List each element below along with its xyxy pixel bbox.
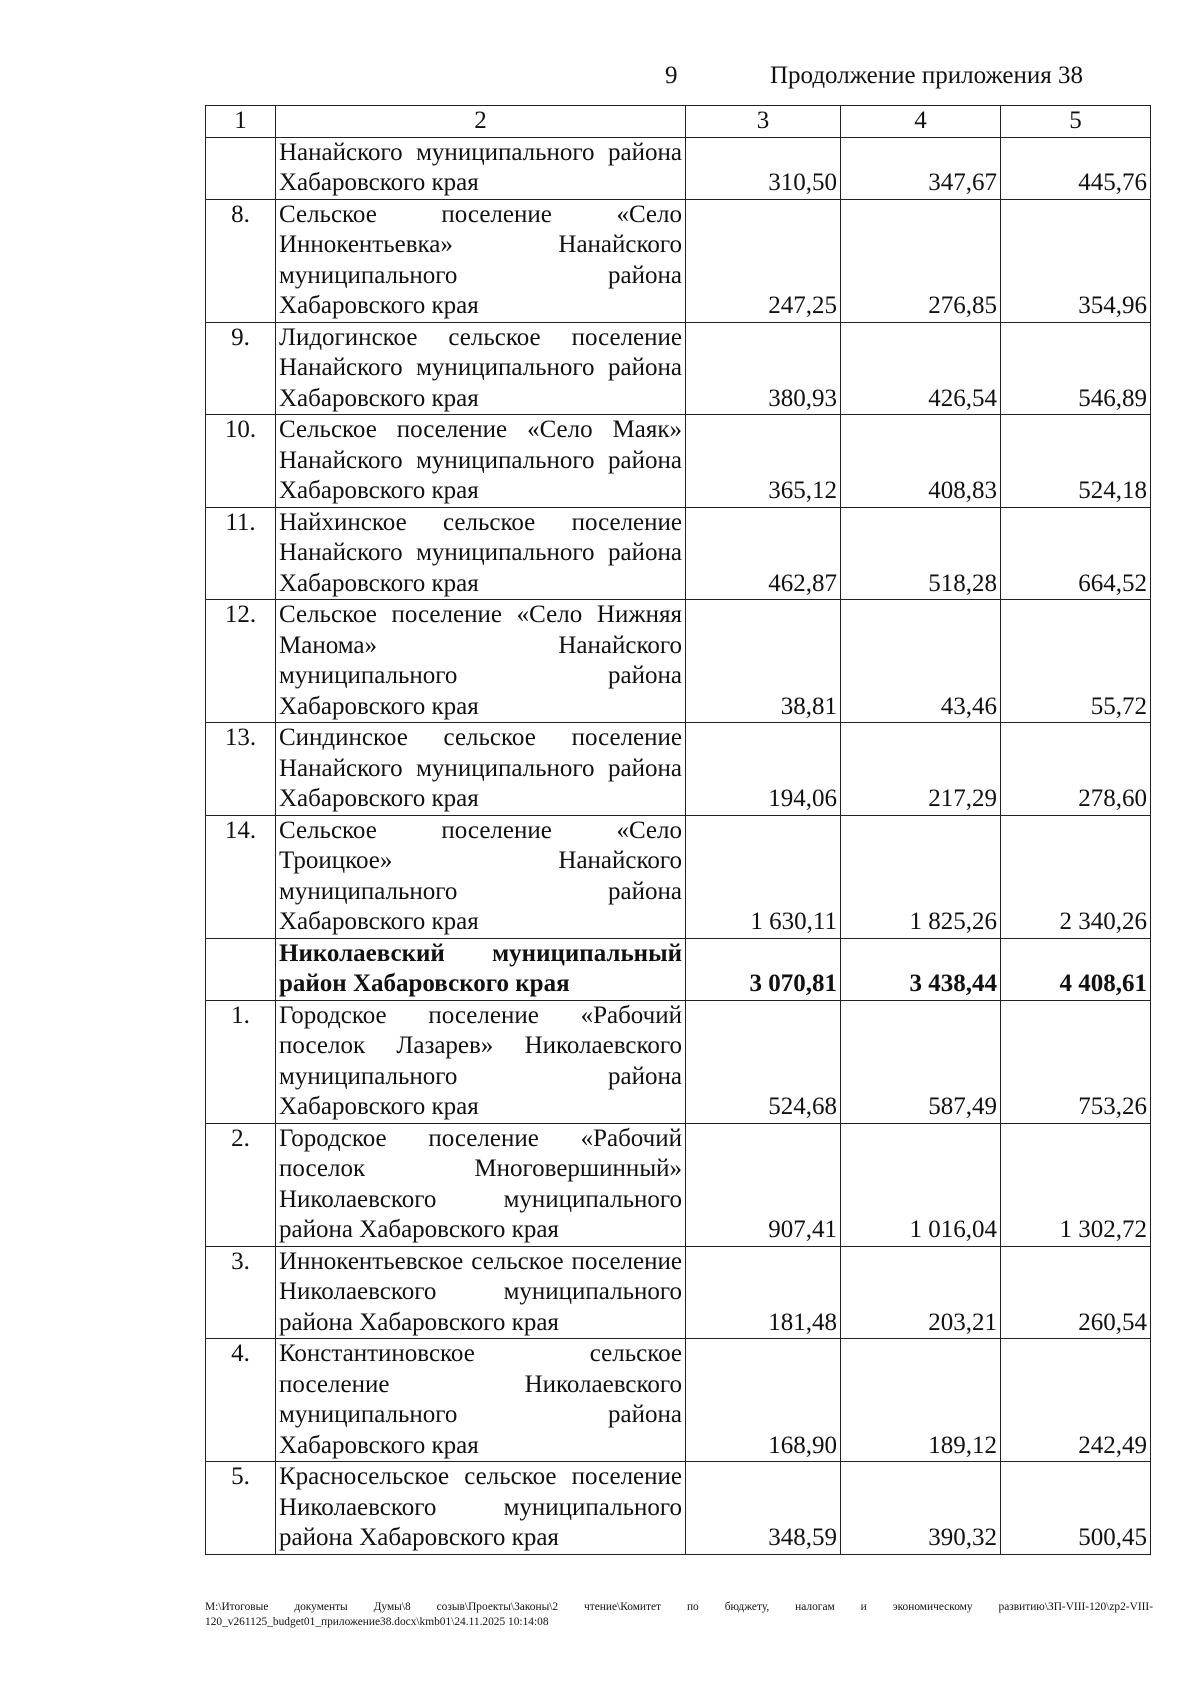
column-header-2: 2 bbox=[276, 106, 686, 138]
row-value-col5: 500,45 bbox=[1001, 1462, 1151, 1555]
row-value-col4: 390,32 bbox=[841, 1462, 1001, 1555]
table-row bbox=[206, 723, 1151, 816]
row-value-col4: 347,67 bbox=[841, 137, 1001, 199]
table-row bbox=[206, 1000, 1151, 1123]
column-header-3: 3 bbox=[686, 106, 841, 138]
row-value-col3: 365,12 bbox=[686, 415, 841, 508]
row-value-col4: 1 825,26 bbox=[841, 815, 1001, 938]
row-value-col4: 43,46 bbox=[841, 600, 1001, 723]
row-value-col3: 194,06 bbox=[686, 723, 841, 816]
row-number: 8. bbox=[206, 199, 276, 322]
table-row bbox=[206, 507, 1151, 600]
row-name: Городское поселение «Рабочий поселок Многовершинный» Николаевского муниципального района Хабаровского края bbox=[276, 1123, 686, 1246]
table-row bbox=[206, 938, 1151, 1000]
row-value-col4: 518,28 bbox=[841, 507, 1001, 600]
row-number: 10. bbox=[206, 415, 276, 508]
row-value-col3: 380,93 bbox=[686, 322, 841, 415]
table-row bbox=[206, 199, 1151, 322]
row-value-col5: 445,76 bbox=[1001, 137, 1151, 199]
row-value-col3: 310,50 bbox=[686, 137, 841, 199]
row-name: Красносельское сельское поселение Николаевского муниципального района Хабаровского края bbox=[276, 1462, 686, 1555]
row-name: Иннокентьевское сельское поселение Николаевского муниципального района Хабаровского края bbox=[276, 1246, 686, 1339]
table-row bbox=[206, 1123, 1151, 1246]
row-number: 4. bbox=[206, 1339, 276, 1462]
table-row bbox=[206, 815, 1151, 938]
row-number: 5. bbox=[206, 1462, 276, 1555]
row-value-col5: 354,96 bbox=[1001, 199, 1151, 322]
table-row bbox=[206, 1339, 1151, 1462]
row-value-col5: 546,89 bbox=[1001, 322, 1151, 415]
row-value-col3: 247,25 bbox=[686, 199, 841, 322]
row-number: 9. bbox=[206, 322, 276, 415]
row-value-col5: 664,52 bbox=[1001, 507, 1151, 600]
row-value-col3: 462,87 bbox=[686, 507, 841, 600]
row-number: 12. bbox=[206, 600, 276, 723]
row-value-col4: 426,54 bbox=[841, 322, 1001, 415]
table-header-row bbox=[206, 106, 1151, 138]
row-value-col4: 1 016,04 bbox=[841, 1123, 1001, 1246]
row-number: 13. bbox=[206, 723, 276, 816]
row-value-col5: 4 408,61 bbox=[1001, 938, 1151, 1000]
row-value-col5: 278,60 bbox=[1001, 723, 1151, 816]
table-row bbox=[206, 137, 1151, 199]
row-value-col5: 242,49 bbox=[1001, 1339, 1151, 1462]
appendix-table bbox=[205, 105, 1151, 1555]
column-header-1: 1 bbox=[206, 106, 276, 138]
row-value-col4: 203,21 bbox=[841, 1246, 1001, 1339]
row-value-col5: 753,26 bbox=[1001, 1000, 1151, 1123]
document-path-footer: M:\Итоговые документы Думы\8 созыв\Проекты\Законы\2 чтение\Комитет по бюджету, налогам и экономическому развитию\ЗП-VIII-120\zp2-VIII-120_v261125_budget01_приложение38.docx\kmb01\24.11.2025 10:14:08 bbox=[205, 1601, 1153, 1628]
row-name: Лидогинское сельское поселение Нанайского муниципального района Хабаровского края bbox=[276, 322, 686, 415]
continuation-label: Продолжение приложения 38 bbox=[770, 62, 1084, 89]
row-name: Синдинское сельское поселение Нанайского муниципального района Хабаровского края bbox=[276, 723, 686, 816]
row-name: Сельское поселение «Село Иннокентьевка» Нанайского муниципального района Хабаровского края bbox=[276, 199, 686, 322]
row-number: 14. bbox=[206, 815, 276, 938]
row-value-col4: 189,12 bbox=[841, 1339, 1001, 1462]
row-value-col4: 587,49 bbox=[841, 1000, 1001, 1123]
row-name: Сельское поселение «Село Нижняя Манома» Нанайского муниципального района Хабаровского края bbox=[276, 600, 686, 723]
row-value-col5: 1 302,72 bbox=[1001, 1123, 1151, 1246]
row-value-col5: 260,54 bbox=[1001, 1246, 1151, 1339]
row-value-col4: 408,83 bbox=[841, 415, 1001, 508]
row-value-col3: 1 630,11 bbox=[686, 815, 841, 938]
row-value-col3: 168,90 bbox=[686, 1339, 841, 1462]
row-name: Городское поселение «Рабочий поселок Лазарев» Николаевского муниципального района Хабаровского края bbox=[276, 1000, 686, 1123]
table-row bbox=[206, 322, 1151, 415]
row-value-col4: 217,29 bbox=[841, 723, 1001, 816]
row-name: Сельское поселение «Село Троицкое» Нанайского муниципального района Хабаровского края bbox=[276, 815, 686, 938]
row-value-col3: 3 070,81 bbox=[686, 938, 841, 1000]
table-row bbox=[206, 1246, 1151, 1339]
row-number bbox=[206, 137, 276, 199]
row-name: Сельское поселение «Село Маяк» Нанайского муниципального района Хабаровского края bbox=[276, 415, 686, 508]
table-row bbox=[206, 415, 1151, 508]
row-number: 1. bbox=[206, 1000, 276, 1123]
row-value-col3: 348,59 bbox=[686, 1462, 841, 1555]
row-value-col3: 524,68 bbox=[686, 1000, 841, 1123]
row-value-col3: 38,81 bbox=[686, 600, 841, 723]
row-number: 11. bbox=[206, 507, 276, 600]
row-value-col3: 907,41 bbox=[686, 1123, 841, 1246]
row-name: Найхинское сельское поселение Нанайского муниципального района Хабаровского края bbox=[276, 507, 686, 600]
table-row bbox=[206, 600, 1151, 723]
row-value-col3: 181,48 bbox=[686, 1246, 841, 1339]
row-value-col5: 2 340,26 bbox=[1001, 815, 1151, 938]
page-number: 9 bbox=[665, 62, 678, 89]
column-header-5: 5 bbox=[1001, 106, 1151, 138]
row-value-col4: 3 438,44 bbox=[841, 938, 1001, 1000]
table-row bbox=[206, 1462, 1151, 1555]
row-number bbox=[206, 938, 276, 1000]
row-name: Николаевский муниципальный район Хабаровского края bbox=[276, 938, 686, 1000]
column-header-4: 4 bbox=[841, 106, 1001, 138]
row-name: Константиновское сельское поселение Николаевского муниципального района Хабаровского края bbox=[276, 1339, 686, 1462]
row-number: 2. bbox=[206, 1123, 276, 1246]
row-value-col5: 55,72 bbox=[1001, 600, 1151, 723]
row-name: Нанайского муниципального района Хабаровского края bbox=[276, 137, 686, 199]
row-value-col4: 276,85 bbox=[841, 199, 1001, 322]
row-number: 3. bbox=[206, 1246, 276, 1339]
row-value-col5: 524,18 bbox=[1001, 415, 1151, 508]
